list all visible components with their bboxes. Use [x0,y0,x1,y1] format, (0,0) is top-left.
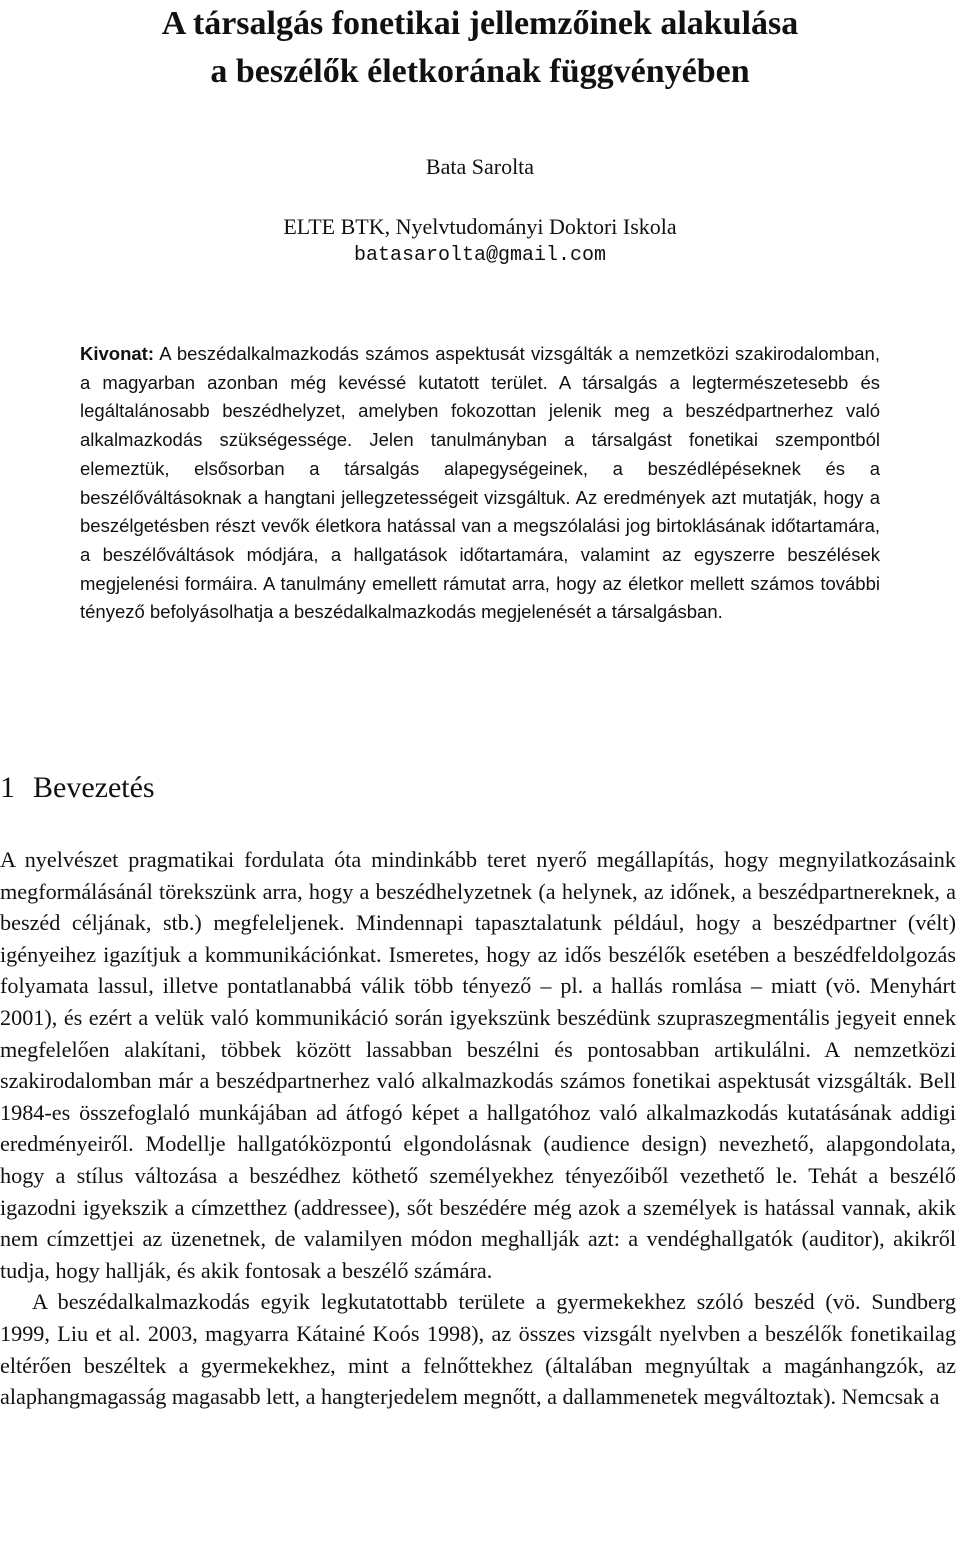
section-title: Bevezetés [33,771,155,804]
section-number: 1 [0,771,15,804]
paper-title-line-2: a beszélők életkorának függvényében [210,53,750,90]
paper-title-line-1: A társalgás fonetikai jellemzőinek alakulása [161,5,799,42]
abstract-text: A beszédalkalmazkodás számos aspektusát vizsgálták a nemzetközi szakirodalomban, a magyarban azonban még kevéssé kutatott terület. A társalgás a legtermészetesebb és legáltalánosabb beszédhelyzet, amelyben fokozottan jelenik meg a beszédpartnerhez való alkalmazkodás szükségessége. Jelen tanulmányban a társalgást fonetikai szempontból elemeztük, elsősorban a társalgás alapegységeinek, a beszédlépéseknek és a beszélőváltásoknak a hangtani jellegzetességeit vizsgáltuk. Az eredmények azt mutatják, hogy a beszélgetésben részt vevők életkora hatással van a megszólalási jog birtoklásának időtartamára, a beszélőváltások módjára, a hallgatások időtartamára, valamint az egyszerre beszélések megjelenési formáira. A tanulmány emellett rámutat arra, hogy az életkor mellett számos további tényező befolyásolhatja a beszédalkalmazkodás megjelenését a társalgásban. [80,343,880,623]
abstract-label: Kivonat: [80,343,154,364]
author-name: Bata Sarolta [425,154,535,179]
author-affiliation: ELTE BTK, Nyelvtudományi Doktori Iskola [283,214,677,239]
section-heading [0,766,155,810]
paper-title [0,0,960,96]
section-body [0,844,956,1413]
body-paragraph-1: A nyelvészet pragmatikai fordulata óta mindinkább teret nyerő megállapítás, hogy megnyilatkozásaink megformálásánál törekszünk arra, hogy a beszédhelyzetnek (a helynek, az időnek, a beszédpartnereknek, a beszéd céljának, stb.) megfeleljenek. Mindennapi tapasztalatunk például, hogy a beszédpartner (vélt) igényeihez igazítjuk a kommunikációnkat. Ismeretes, hogy az idős beszélők esetében a beszédfeldolgozás folyamata lassul, illetve pontatlanabbá válik több tényező – pl. a hallás romlása – miatt (vö. Menyhárt 2001), és ezért a velük való kommunikáció során igyekszünk beszédünk szupraszegmentális jegyeit ennek megfelelően alakítani, többek között lassabban beszélni és pontosabban artikulálni. A nemzetközi szakirodalomban már a beszédpartnerhez való alkalmazkodás számos fonetikai aspektusát vizsgálták. Bell 1984-es összefoglaló munkájában ad átfogó képet a hallgatóhoz való alkalmazkodás kutatásának addigi eredményeiről. Modellje hallgatóközpontú elgondolásnak (audience design) nevezhető, alapgondolata, hogy a stílus változása a beszédhez köthető személyekhez tényezőiből vezethető le. Tehát a beszélő igazodni igyekszik a címzetthez (addressee), sőt beszédére még azok a személyek is hatással vannak, akik nem címzettjei az üzenetnek, de valamilyen módon meghallják azt: a vendéghallgatók (auditor), akikről tudja, hogy hallják, és akik fontosak a beszélő számára. [0,847,956,1283]
author-email[interactable]: batasarolta@gmail.com [353,244,607,267]
body-paragraph-2: A beszédalkalmazkodás egyik legkutatottabb területe a gyermekekhez szóló beszéd (vö. Sundberg 1999, Liu et al. 2003, magyarra Kátainé Koós 1998), az összes vizsgált nyelvben a beszélők fonetikailag eltérően beszéltek a gyermekekhez, mint a felnőttekhez (általában megnyúltak a magánhangzók, az alaphangmagasság magasabb lett, a hangterjedelem megnőtt, a dallammenetek megváltoztak). Nemcsak a [0,1289,956,1410]
abstract [80,340,880,627]
